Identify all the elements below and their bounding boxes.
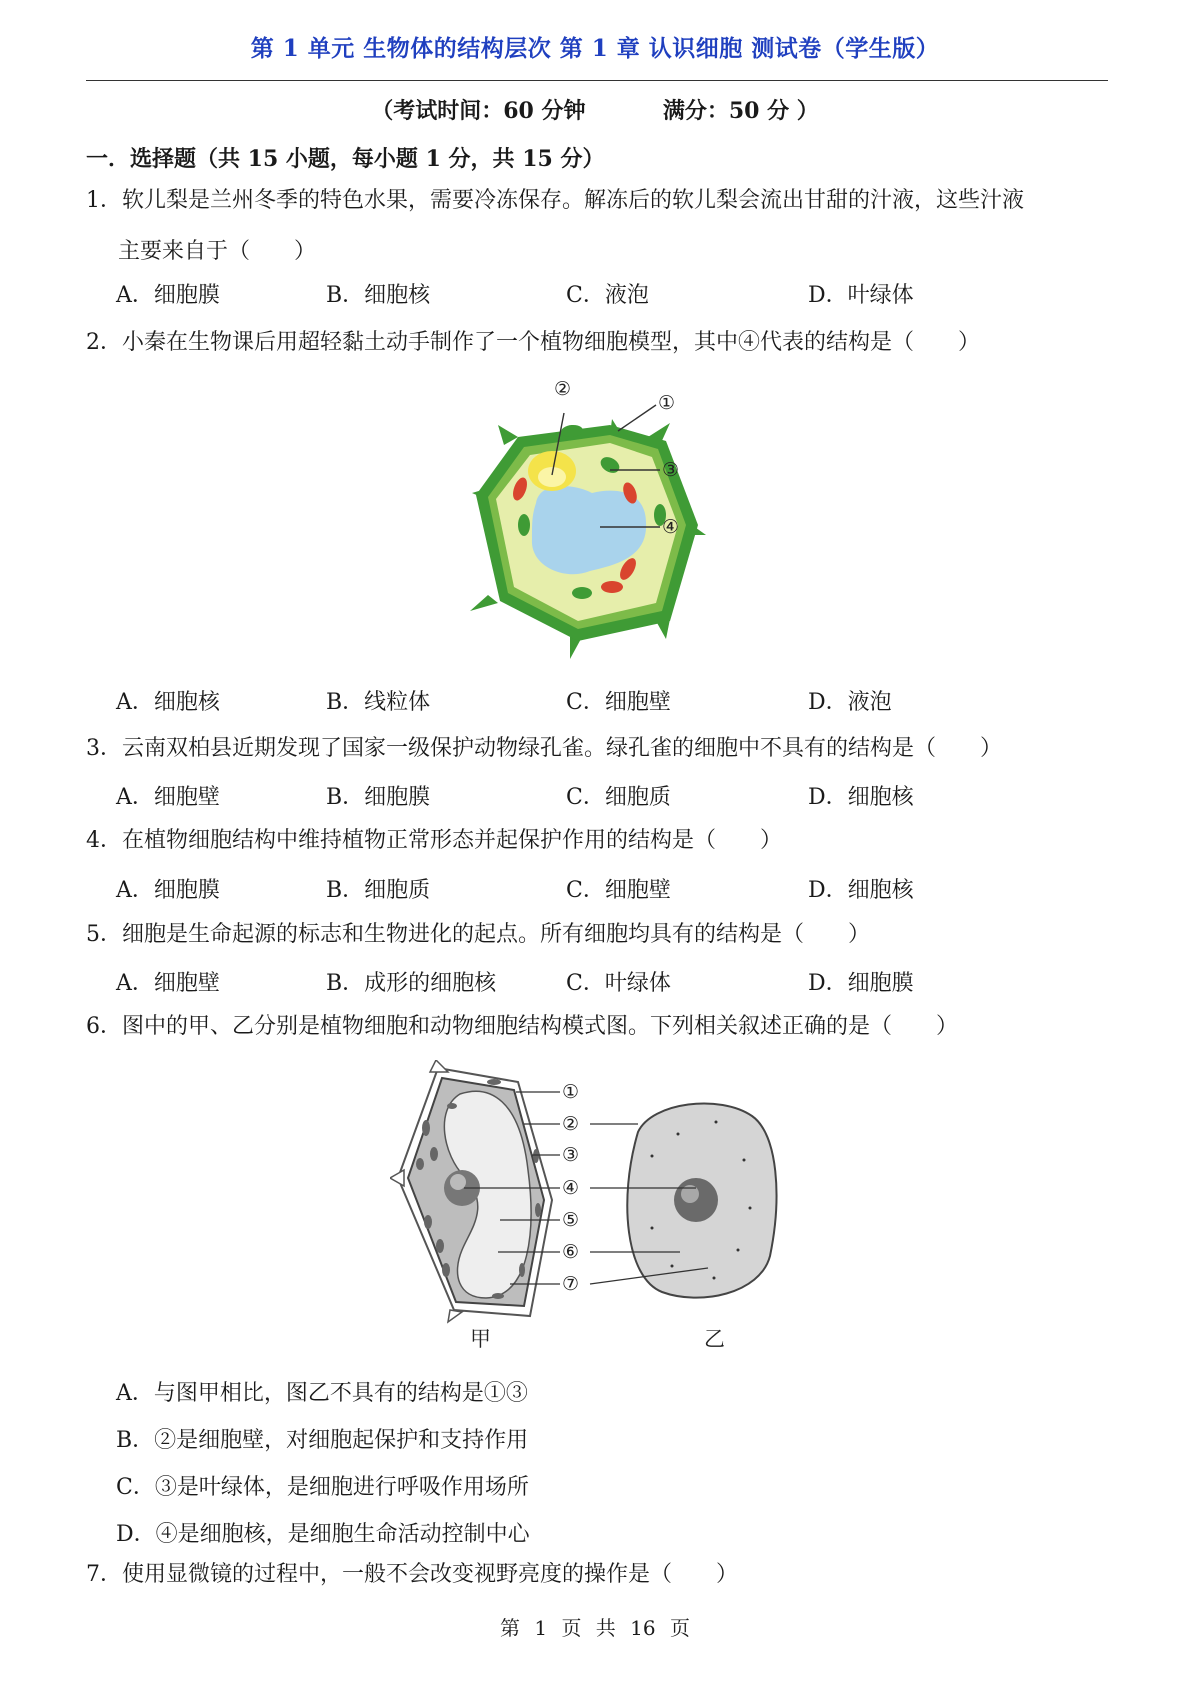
question-stem: 在植物细胞结构中维持植物正常形态并起保护作用的结构是（ ） <box>122 828 783 853</box>
plant-nucleolus <box>450 1174 466 1190</box>
options-row <box>0 278 1190 318</box>
option-a: A．与图甲相比，图乙不具有的结构是①③ <box>116 1381 528 1406</box>
chloroplast <box>518 514 530 536</box>
option-a: A．细胞壁 <box>116 785 220 810</box>
plant-cell-model-figure <box>470 375 760 660</box>
mitochondrion <box>601 581 623 593</box>
option-b: B．成形的细胞核 <box>326 971 497 996</box>
question-stem: 小秦在生物课后用超轻黏土动手制作了一个植物细胞模型，其中④代表的结构是（ ） <box>122 330 981 355</box>
nucleolus <box>538 467 566 487</box>
figure-label-5: ⑤ <box>562 1209 580 1231</box>
question-5 <box>86 912 870 958</box>
question-number: 2． <box>86 330 122 355</box>
figure-label-6: ⑥ <box>562 1241 580 1263</box>
option-d: D．细胞膜 <box>808 971 914 996</box>
question-6 <box>86 1004 958 1050</box>
options-row <box>0 685 1190 725</box>
figure-label-4: ④ <box>662 516 680 538</box>
question-number: 7． <box>86 1562 122 1587</box>
question-stem: 使用显微镜的过程中，一般不会改变视野亮度的操作是（ ） <box>122 1562 739 1587</box>
figure-label-2: ② <box>562 1113 580 1135</box>
options-row <box>0 966 1190 1006</box>
figure-label-7: ⑦ <box>562 1273 580 1295</box>
exam-score: 满分：50 分 ） <box>662 98 819 124</box>
option-d: D．细胞核 <box>808 878 914 903</box>
question-2 <box>86 320 980 366</box>
figure-label-1: ① <box>658 392 676 414</box>
option-a: A．细胞膜 <box>116 283 220 308</box>
figure-label-2: ② <box>554 378 572 400</box>
chloroplast <box>572 587 592 599</box>
option-b: B．细胞核 <box>326 283 431 308</box>
caption-jia: 甲 <box>470 1327 491 1351</box>
option-b: B．细胞质 <box>326 878 431 903</box>
option-d: D．细胞核 <box>808 785 914 810</box>
option-c: C．细胞壁 <box>566 690 671 715</box>
question-4 <box>86 818 782 864</box>
question-number: 4． <box>86 828 122 853</box>
question-stem: 软儿梨是兰州冬季的特色水果，需要冷冻保存。解冻后的软儿梨会流出甘甜的汁液，这些汁液 <box>122 188 1025 213</box>
option-b: B．细胞膜 <box>326 785 431 810</box>
exam-info <box>0 94 1190 125</box>
option-a: A．细胞膜 <box>116 878 220 903</box>
option-d: D．液泡 <box>808 690 892 715</box>
option-c: C．细胞质 <box>566 785 671 810</box>
document-header: 第 1 单元 生物体的结构层次 第 1 章 认识细胞 测试卷（学生版） <box>250 35 940 62</box>
figure-label-3: ③ <box>562 1144 580 1166</box>
question-number: 5． <box>86 922 122 947</box>
option-d: D．④是细胞核，是细胞生命活动控制中心 <box>116 1522 530 1547</box>
question-stem: 细胞是生命起源的标志和生物进化的起点。所有细胞均具有的结构是（ ） <box>122 922 871 947</box>
options-row <box>0 780 1190 820</box>
question-7 <box>86 1552 738 1598</box>
options-row <box>0 873 1190 913</box>
question-number: 1． <box>86 188 122 213</box>
option-a: A．细胞壁 <box>116 971 220 996</box>
option-b: B．线粒体 <box>326 690 431 715</box>
option-b: B．②是细胞壁，对细胞起保护和支持作用 <box>116 1428 529 1453</box>
figure-label-4: ④ <box>562 1177 580 1199</box>
question-1 <box>86 178 1024 224</box>
question-number: 3． <box>86 736 122 761</box>
caption-yi: 乙 <box>704 1327 725 1351</box>
question-number: 6． <box>86 1014 122 1039</box>
question-3 <box>86 726 1002 772</box>
figure-label-3: ③ <box>662 459 680 481</box>
section-title: 一．选择题（共 15 小题，每小题 1 分，共 15 分） <box>86 146 605 172</box>
header-divider <box>86 80 1108 81</box>
option-c: C．③是叶绿体，是细胞进行呼吸作用场所 <box>116 1475 529 1500</box>
option-c: C．叶绿体 <box>566 971 671 996</box>
figure-label-1: ① <box>562 1081 580 1103</box>
page-footer: 第 1 页 共 16 页 <box>500 1616 690 1640</box>
option-c: C．细胞壁 <box>566 878 671 903</box>
question-stem-continued: 主要来自于（ ） <box>118 239 317 264</box>
option-d: D．叶绿体 <box>808 283 914 308</box>
option-a: A．细胞核 <box>116 690 220 715</box>
exam-time: （考试时间：60 分钟 <box>371 98 586 124</box>
plant-animal-cell-figure <box>390 1060 830 1360</box>
question-stem: 云南双柏县近期发现了国家一级保护动物绿孔雀。绿孔雀的细胞中不具有的结构是（ ） <box>122 736 1003 761</box>
option-c: C．液泡 <box>566 283 649 308</box>
question-stem: 图中的甲、乙分别是植物细胞和动物细胞结构模式图。下列相关叙述正确的是（ ） <box>122 1014 959 1039</box>
